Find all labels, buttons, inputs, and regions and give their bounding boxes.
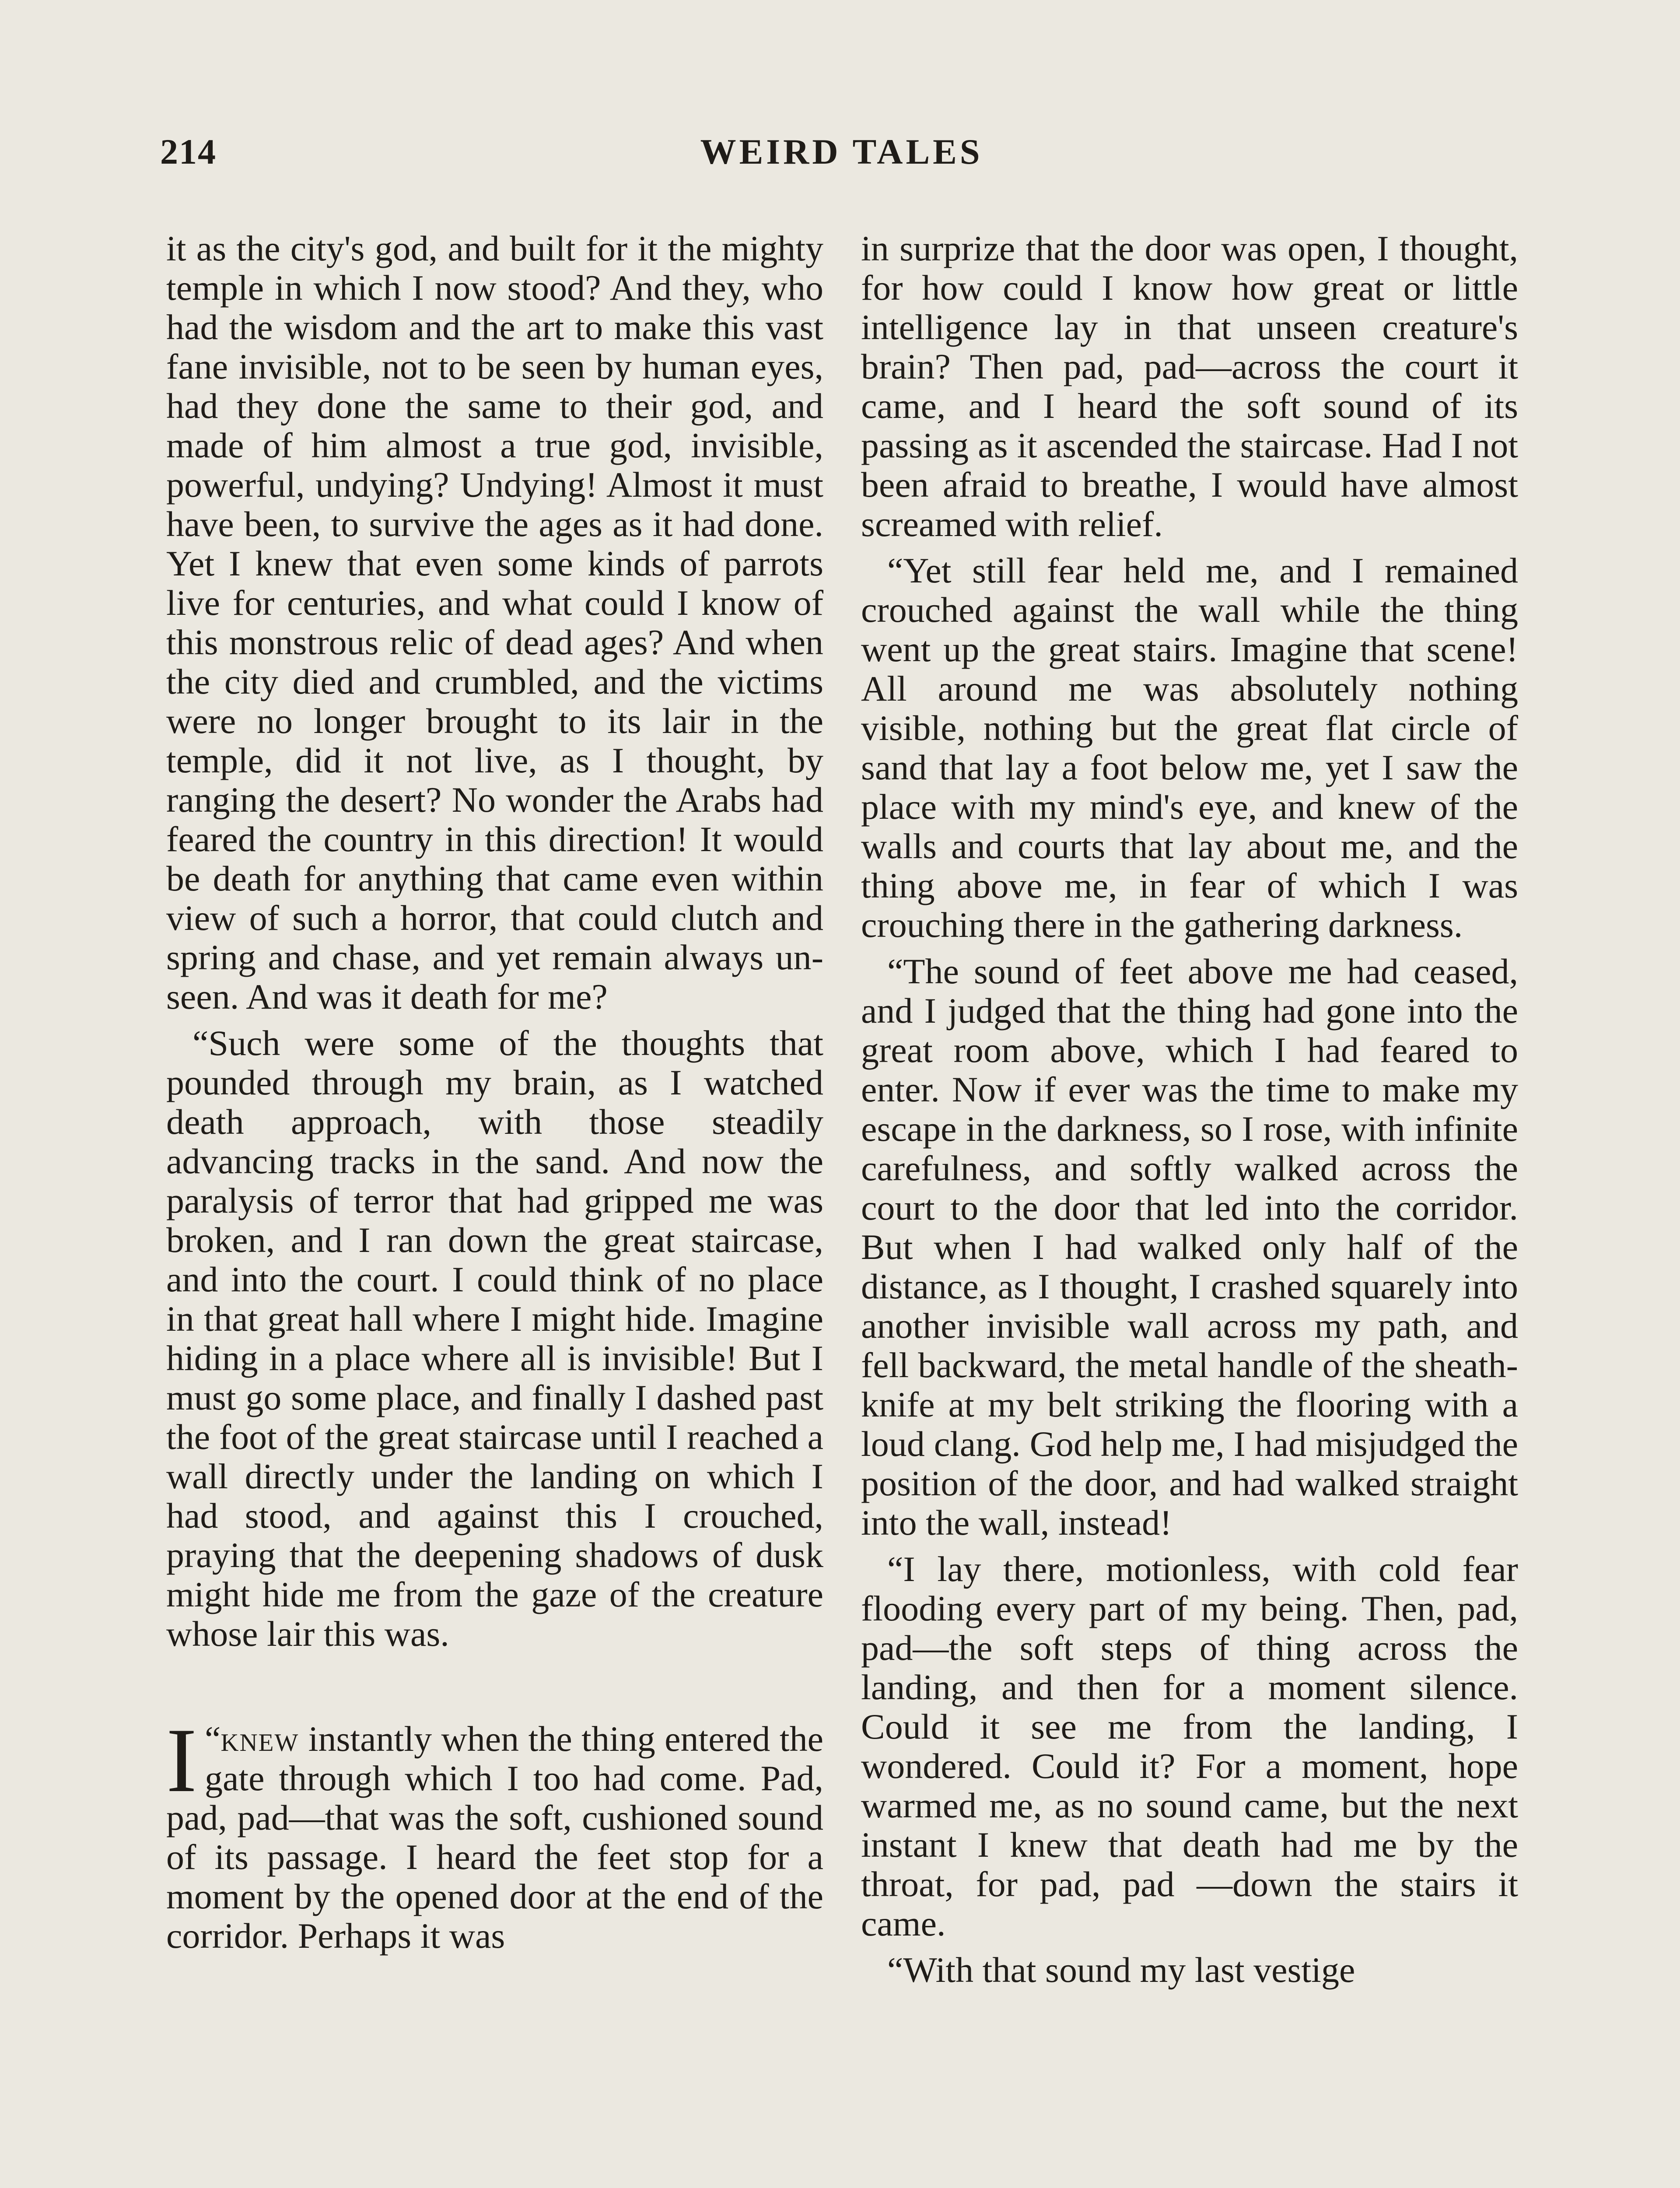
paragraph: it as the city's god, and built for it the mighty temple in which I now stood? And they, who had the wisdom and the art to make this vast fane invisible, not to be seen by human eyes, had they done the same to their god, and made of him almost a true god, invisible, powerful, undying? Undying! Almost it must have been, to survive the ages as it had done. Yet I knew that even some kinds of parrots live for centuries, and what could I know of this monstrous relic of dead ages? And when the city died and crumbled, and the victims were no longer brought to its lair in the temple, did it not live, as I thought, by ranging the desert? No wonder the Arabs had feared the country in this direction! It would be death for anything that came even within view of such a horror, that could clutch and spring and chase, and yet remain always unseen. And was it death for me? (166, 229, 823, 1017)
running-head: WEIRD TALES (700, 132, 983, 172)
paragraph: “The sound of feet above me had ceased, and I judged that the thing had gone into the great room above, which I had feared to enter. Now if ever was the time to make my escape in the darkness, so I rose, with infinite carefulness, and softly walked across the court to the door that led into the corridor. But when I had walked only half of the distance, as I thought, I crashed squarely into another invisible wall across my path, and fell backward, the metal handle of the sheath-knife at my belt striking the flooring with a loud clang. God help me, I had misjudged the position of the door, and had walked straight into the wall, instead! (861, 951, 1518, 1543)
paragraph: “Such were some of the thoughts that pounded through my brain, as I watched death approach, with those steadily advancing tracks in the sand. And now the paralysis of terror that had gripped me was broken, and I ran down the great staircase, and into the court. I could think of no place in that great hall where I might hide. Imagine hiding in a place where all is invisible! But I must go some place, and finally I dashed past the foot of the great staircase until I reached a wall directly under the landing on which I had stood, and against this I crouched, praying that the deepening shadows of dusk might hide me from the gaze of the creature whose lair this was. (166, 1023, 823, 1654)
paragraph: in surprize that the door was open, I thought, for how could I know how great or little intelligence lay in that unseen creature's brain? Then pad, pad—across the court it came, and I heard the soft sound of its passing as it ascended the staircase. Had I not been afraid to breathe, I would have almost screamed with relief. (861, 229, 1518, 544)
left-column (166, 229, 823, 2188)
page-number: 214 (160, 132, 217, 172)
paragraph-text: instantly when the thing entered the gate through which I too had come. Pad, pad, pad—that was the soft, cushioned sound of its passage. I heard the feet stop for a moment by the opened door at the end of the corridor. Perhaps it was (166, 1719, 823, 1956)
paragraph: “With that sound my last vestige (887, 1950, 1355, 1990)
section-start-paragraph (166, 1710, 823, 1956)
small-caps-word: knew (220, 1719, 299, 1759)
open-quote: “ (204, 1719, 221, 1759)
right-column (861, 229, 1518, 2188)
paragraph: “I lay there, motionless, with cold fear flooding every part of my being. Then, pad, pad—the soft steps of thing across the landing, and then for a moment silence. Could it see me from the landing, I wondered. Could it? For a moment, hope warmed me, as no sound came, but the next instant I knew that death had me by the throat, for pad, pad —down the stairs it came. (861, 1549, 1518, 1943)
drop-cap: I (166, 1710, 197, 1811)
page-header (160, 131, 1523, 179)
paragraph: “Yet still fear held me, and I remained crouched against the wall while the thing went up the great stairs. Imagine that scene! All around me was absolutely nothing visible, nothing but the great flat circle of sand that lay a foot below me, yet I saw the place with my mind's eye, and knew of the walls and courts that lay about me, and the thing above me, in fear of which I was crouching there in the gathering darkness. (861, 551, 1518, 945)
